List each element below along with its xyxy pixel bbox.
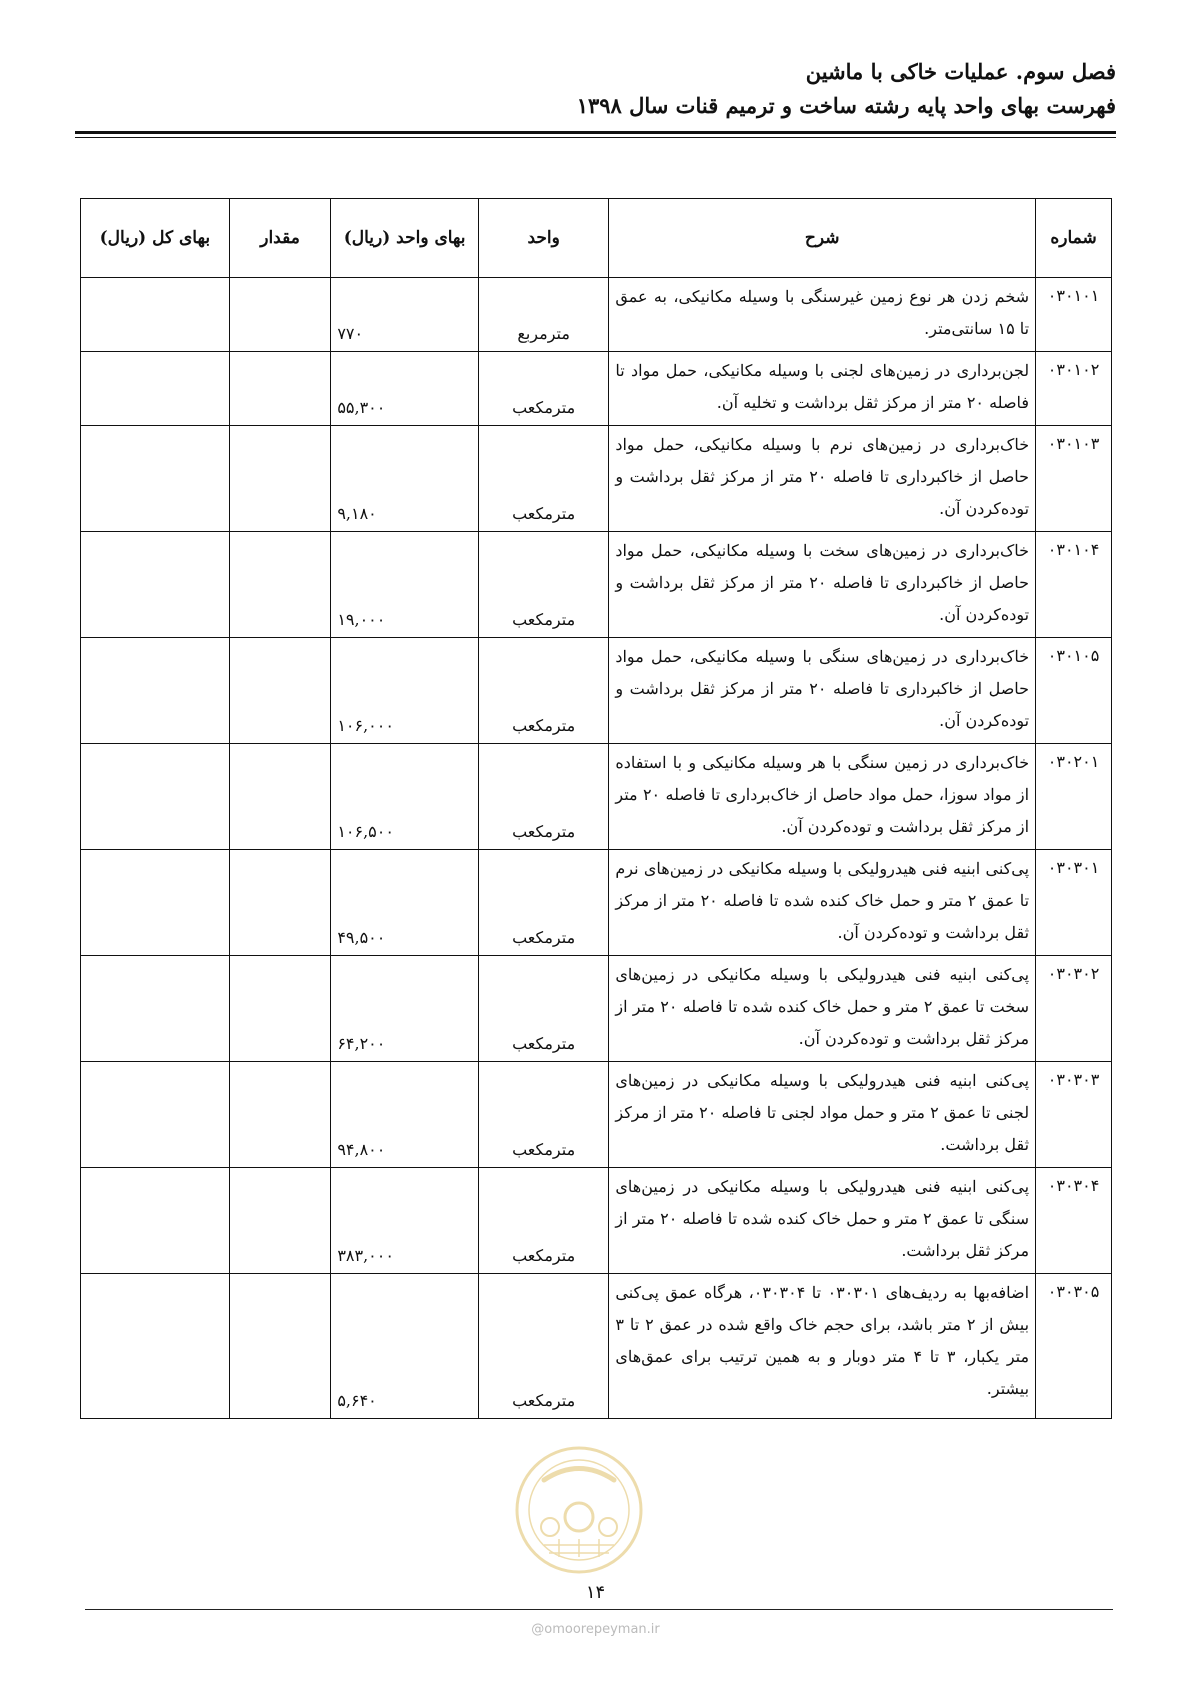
row-description: پی‌کنی ابنیه فنی هیدرولیکی با وسیله مکانیکی در زمین‌های سنگی تا عمق ۲ متر و حمل خاک کنده شده تا فاصله ۲۰ متر از مرکز ثقل برداشت. — [609, 1168, 1036, 1274]
row-quantity — [229, 1062, 331, 1168]
row-unit: مترمکعب — [478, 426, 608, 532]
row-code: ۰۳۰۱۰۴ — [1036, 532, 1112, 638]
row-unit: مترمکعب — [478, 638, 608, 744]
header-description: شرح — [609, 199, 1036, 278]
row-unit-price: ۱۹,۰۰۰ — [331, 532, 479, 638]
table-row — [81, 956, 1112, 1062]
row-description: خاک‌برداری در زمین سنگی با هر وسیله مکانیکی و با استفاده از مواد سوزا، حمل مواد حاصل از خاک‌برداری تا فاصله ۲۰ متر از مرکز ثقل برداشت و توده‌کردن آن. — [609, 744, 1036, 850]
row-unit: مترمربع — [478, 278, 608, 352]
row-code: ۰۳۰۳۰۵ — [1036, 1274, 1112, 1419]
row-quantity — [229, 1274, 331, 1419]
row-code: ۰۳۰۳۰۲ — [1036, 956, 1112, 1062]
row-quantity — [229, 532, 331, 638]
row-total-price — [81, 426, 230, 532]
row-code: ۰۳۰۱۰۵ — [1036, 638, 1112, 744]
row-unit-price: ۳۸۳,۰۰۰ — [331, 1168, 479, 1274]
page-header — [577, 56, 1116, 124]
row-quantity — [229, 352, 331, 426]
row-code: ۰۳۰۳۰۳ — [1036, 1062, 1112, 1168]
header-unit-price: بهای واحد (ریال) — [331, 199, 479, 278]
row-quantity — [229, 1168, 331, 1274]
table-row — [81, 1062, 1112, 1168]
header-code: شماره — [1036, 199, 1112, 278]
row-unit-price: ۱۰۶,۵۰۰ — [331, 744, 479, 850]
row-unit: مترمکعب — [478, 1168, 608, 1274]
row-total-price — [81, 850, 230, 956]
row-unit-price: ۹۴,۸۰۰ — [331, 1062, 479, 1168]
row-description: لجن‌برداری در زمین‌های لجنی با وسیله مکانیکی، حمل مواد تا فاصله ۲۰ متر از مرکز ثقل برداشت و تخلیه آن. — [609, 352, 1036, 426]
website-watermark: @omoorepeyman.ir — [531, 1622, 660, 1637]
row-description: خاک‌برداری در زمین‌های نرم با وسیله مکانیکی، حمل مواد حاصل از خاکبرداری تا فاصله ۲۰ متر از مرکز ثقل برداشت و توده‌کردن آن. — [609, 426, 1036, 532]
header-divider — [75, 131, 1116, 134]
row-unit: مترمکعب — [478, 850, 608, 956]
table-row — [81, 532, 1112, 638]
row-code: ۰۳۰۱۰۱ — [1036, 278, 1112, 352]
table-row — [81, 1274, 1112, 1419]
row-description: اضافه‌بها به ردیف‌های ۰۳۰۳۰۱ تا ۰۳۰۳۰۴، هرگاه عمق پی‌کنی بیش از ۲ متر باشد، برای حجم خاک واقع شده در عمق ۲ تا ۳ متر یکبار، ۳ تا ۴ متر دوبار و به همین ترتیب برای عمق‌های بیشتر. — [609, 1274, 1036, 1419]
header-unit: واحد — [478, 199, 608, 278]
row-unit: مترمکعب — [478, 956, 608, 1062]
table-row — [81, 1168, 1112, 1274]
table-row — [81, 638, 1112, 744]
header-quantity: مقدار — [229, 199, 331, 278]
row-code: ۰۳۰۲۰۱ — [1036, 744, 1112, 850]
header-total-price: بهای کل (ریال) — [81, 199, 230, 278]
row-quantity — [229, 850, 331, 956]
row-total-price — [81, 956, 230, 1062]
row-code: ۰۳۰۳۰۱ — [1036, 850, 1112, 956]
row-unit: مترمکعب — [478, 352, 608, 426]
row-unit: مترمکعب — [478, 532, 608, 638]
table-header-row — [81, 199, 1112, 278]
row-quantity — [229, 744, 331, 850]
row-unit: مترمکعب — [478, 1274, 608, 1419]
row-unit-price: ۴۹,۵۰۰ — [331, 850, 479, 956]
table-row — [81, 426, 1112, 532]
row-quantity — [229, 426, 331, 532]
document-title: فهرست بهای واحد پایه رشته ساخت و ترمیم قنات سال ۱۳۹۸ — [576, 93, 1116, 118]
row-quantity — [229, 956, 331, 1062]
row-unit: مترمکعب — [478, 1062, 608, 1168]
row-unit-price: ۵,۶۴۰ — [331, 1274, 479, 1419]
row-unit-price: ۷۷۰ — [331, 278, 479, 352]
row-unit-price: ۵۵,۳۰۰ — [331, 352, 479, 426]
row-code: ۰۳۰۳۰۴ — [1036, 1168, 1112, 1274]
row-description: شخم زدن هر نوع زمین غیرسنگی با وسیله مکانیکی، به عمق تا ۱۵ سانتی‌متر. — [609, 278, 1036, 352]
chapter-title: فصل سوم. عملیات خاکی با ماشین — [805, 59, 1116, 84]
page-number: ۱۴ — [585, 1582, 606, 1603]
row-unit-price: ۹,۱۸۰ — [331, 426, 479, 532]
table-row — [81, 850, 1112, 956]
table-row — [81, 278, 1112, 352]
row-quantity — [229, 638, 331, 744]
row-unit-price: ۱۰۶,۰۰۰ — [331, 638, 479, 744]
row-total-price — [81, 352, 230, 426]
row-description: پی‌کنی ابنیه فنی هیدرولیکی با وسیله مکانیکی در زمین‌های لجنی تا عمق ۲ متر و حمل مواد لجنی تا فاصله ۲۰ متر از مرکز ثقل برداشت. — [609, 1062, 1036, 1168]
table-row — [81, 744, 1112, 850]
row-total-price — [81, 744, 230, 850]
row-description: خاک‌برداری در زمین‌های سخت با وسیله مکانیکی، حمل مواد حاصل از خاکبرداری تا فاصله ۲۰ متر از مرکز ثقل برداشت و توده‌کردن آن. — [609, 532, 1036, 638]
header-divider-thin — [75, 137, 1116, 138]
row-total-price — [81, 1062, 230, 1168]
row-description: پی‌کنی ابنیه فنی هیدرولیکی با وسیله مکانیکی در زمین‌های نرم تا عمق ۲ متر و حمل خاک کنده شده تا فاصله ۲۰ متر از مرکز ثقل برداشت و توده‌کردن آن. — [609, 850, 1036, 956]
row-total-price — [81, 278, 230, 352]
row-description: خاک‌برداری در زمین‌های سنگی با وسیله مکانیکی، حمل مواد حاصل از خاکبرداری تا فاصله ۲۰ متر از مرکز ثقل برداشت و توده‌کردن آن. — [609, 638, 1036, 744]
row-total-price — [81, 532, 230, 638]
row-total-price — [81, 1274, 230, 1419]
publisher-seal-icon — [514, 1445, 644, 1575]
table-row — [81, 352, 1112, 426]
price-list-table — [80, 198, 1112, 1419]
row-code: ۰۳۰۱۰۳ — [1036, 426, 1112, 532]
row-unit: مترمکعب — [478, 744, 608, 850]
row-description: پی‌کنی ابنیه فنی هیدرولیکی با وسیله مکانیکی در زمین‌های سخت تا عمق ۲ متر و حمل خاک کنده شده تا فاصله ۲۰ متر از مرکز ثقل برداشت و توده‌کردن آن. — [609, 956, 1036, 1062]
row-total-price — [81, 1168, 230, 1274]
row-quantity — [229, 278, 331, 352]
row-code: ۰۳۰۱۰۲ — [1036, 352, 1112, 426]
row-unit-price: ۶۴,۲۰۰ — [331, 956, 479, 1062]
row-total-price — [81, 638, 230, 744]
footer-divider — [85, 1609, 1113, 1610]
